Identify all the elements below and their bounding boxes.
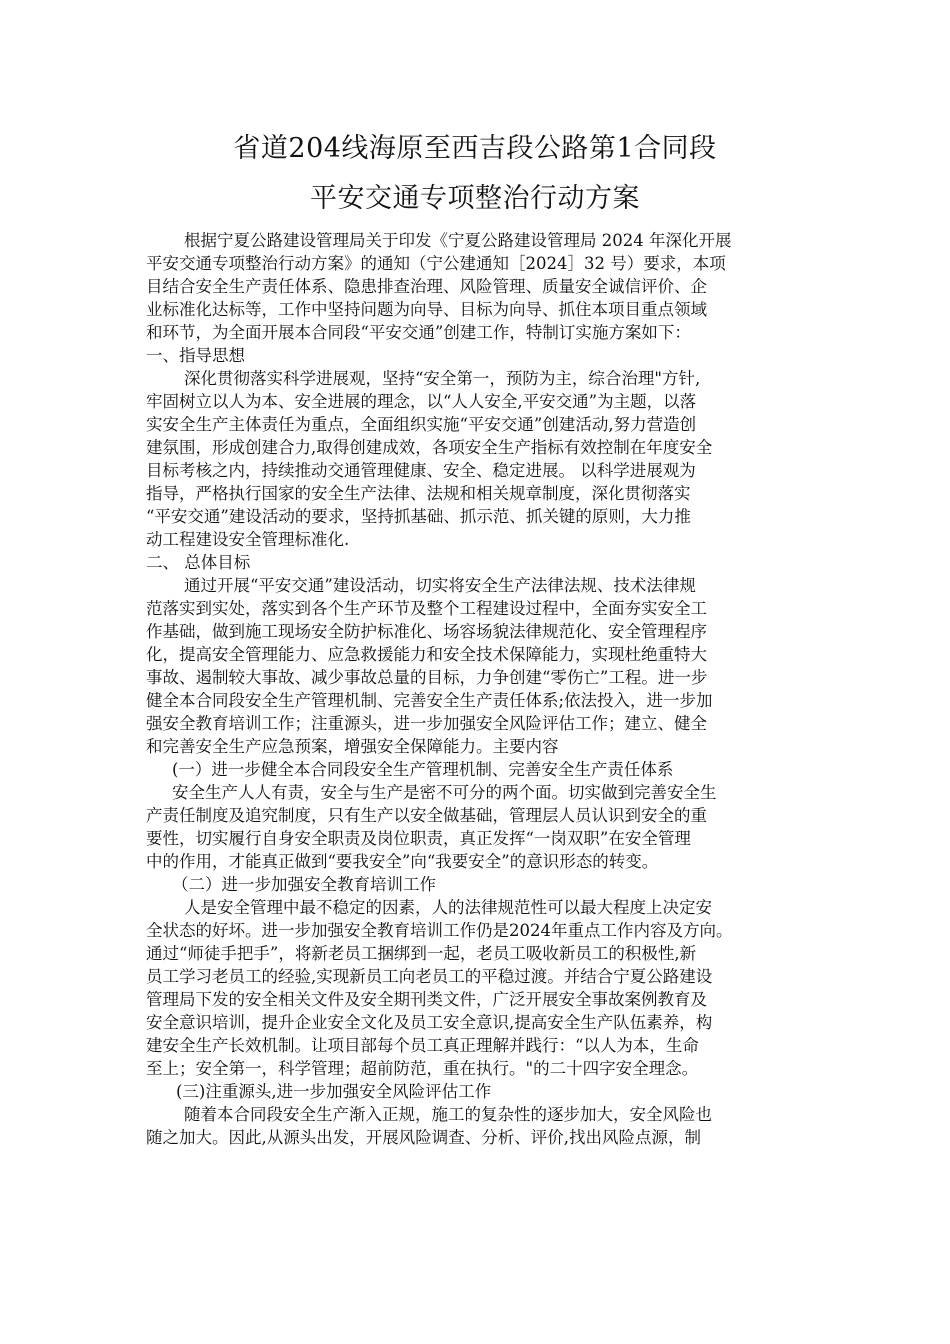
body-line: 根据宁夏公路建设管理局关于印发《宁夏公路建设管理局 2024 年深化开展 — [184, 231, 732, 250]
section-heading: 一、指导思想 — [146, 346, 245, 365]
body-line: 安全意识培训，提升企业安全文化及员工安全意识,提高安全生产队伍素养，构 — [146, 1013, 713, 1032]
body-line: 健全本合同段安全生产管理机制、完善安全生产责任体系;依法投入，进一步加 — [146, 691, 713, 710]
body-line: 和完善安全生产应急预案，增强安全保障能力。主要内容 — [146, 737, 559, 756]
subsection-heading: (一）进一步健全本合同段安全生产管理机制、完善安全生产责任体系 — [172, 760, 674, 779]
body-line: 目结合安全生产责任体系、隐患排查治理、风险管理、质量安全诚信评价、企 — [146, 277, 707, 296]
body-line: 至上；安全第一，科学管理；超前防范，重在执行。"的二十四字安全理念。 — [146, 1059, 699, 1078]
body-line: 作基础，做到施工现场安全防护标准化、场容场貌法律规范化、安全管理程序 — [146, 622, 707, 641]
body-line: 范落实到实处，落实到各个生产环节及整个工程建设过程中，全面夯实安全工 — [146, 599, 707, 618]
subsection-heading: （二）进一步加强安全教育培训工作 — [172, 875, 436, 894]
body-line: 强安全教育培训工作；注重源头，进一步加强安全风险评估工作；建立、健全 — [146, 714, 707, 733]
body-line: 员工学习老员工的经验,实现新员工向老员工的平稳过渡。并结合宁夏公路建设 — [146, 967, 713, 986]
body-line: 随之加大。因此,从源头出发，开展风险调查、分析、评价,找出风险点源，制 — [146, 1128, 701, 1147]
body-line: 管理局下发的安全相关文件及安全期刊类文件，广泛开展安全事故案例教育及 — [146, 990, 707, 1009]
body-line: 实安全生产主体责任为重点，全面组织实施“平安交通”创建活动,努力营造创 — [146, 415, 697, 434]
body-line: 事故、遏制较大事故、减少事故总量的目标，力争创建“零伤亡”工程。进一步 — [146, 668, 708, 687]
subsection-heading: (三)注重源头,进一步加强安全风险评估工作 — [176, 1082, 492, 1101]
body-line: 和环节，为全面开展本合同段“平安交通”创建工作，特制订实施方案如下： — [146, 323, 691, 342]
body-line: 建安全生产长效机制。让项目部每个员工真正理解并践行：“以人为本，生命 — [146, 1036, 699, 1055]
body-line: 建氛围，形成创建合力,取得创建成效，各项安全生产指标有效控制在年度安全 — [146, 438, 713, 457]
body-line: 通过“师徒手把手”，将新老员工捆绑到一起，老员工吸收新员工的积极性,新 — [146, 944, 697, 963]
document-title-line-2: 平安交通专项整治行动方案 — [310, 183, 640, 214]
body-line: 目标考核之内，持续推动交通管理健康、安全、稳定进展。 以科学进展观为 — [146, 461, 696, 480]
body-line: 平安交通专项整治行动方案》的通知（宁公建通知［2024］32 号）要求，本项 — [146, 254, 726, 273]
body-line: 通过开展“平安交通”建设活动，切实将安全生产法律法规、技术法律规 — [184, 576, 696, 595]
body-line: 随着本合同段安全生产渐入正规，施工的复杂性的逐步加大，安全风险也 — [184, 1105, 712, 1124]
body-line: 动工程建设安全管理标准化. — [146, 530, 350, 549]
body-line: 业标准化达标等，工作中坚持问题为向导、目标为向导、抓住本项目重点领域 — [146, 300, 707, 319]
body-line: “平安交通”建设活动的要求，坚持抓基础、抓示范、抓关键的原则，大力推 — [146, 507, 691, 526]
body-line: 中的作用，才能真正做到“要我安全”向“我要安全”的意识形态的转变。 — [146, 852, 659, 871]
body-line: 产责任制度及追究制度，只有生产以安全做基础，管理层人员认识到安全的重 — [146, 806, 707, 825]
body-line: 化，提高安全管理能力、应急救援能力和安全技术保障能力，实现杜绝重特大 — [146, 645, 707, 664]
document-title-line-1: 省道204线海原至西吉段公路第1合同段 — [233, 133, 717, 164]
body-line: 人是安全管理中最不稳定的因素，人的法律规范性可以最大程度上决定安 — [184, 898, 712, 917]
body-line: 要性，切实履行自身安全职责及岗位职责，真正发挥“一岗双职”在安全管理 — [146, 829, 691, 848]
body-line: 全状态的好坏。进一步加强安全教育培训工作仍是2024年重点工作内容及方向。 — [146, 921, 733, 940]
body-line: 深化贯彻落实科学进展观，坚持“安全第一，预防为主，综合治理"方针, — [184, 369, 701, 388]
section-heading: 二、 总体目标 — [146, 553, 251, 572]
body-line: 安全生产人人有责，安全与生产是密不可分的两个面。切实做到完善安全生 — [172, 783, 717, 802]
body-line: 指导，严格执行国家的安全生产法律、法规和相关规章制度，深化贯彻落实 — [146, 484, 691, 503]
body-line: 牢固树立以人为本、安全进展的理念，以“人人安全,平安交通”为主题，以落 — [146, 392, 697, 411]
